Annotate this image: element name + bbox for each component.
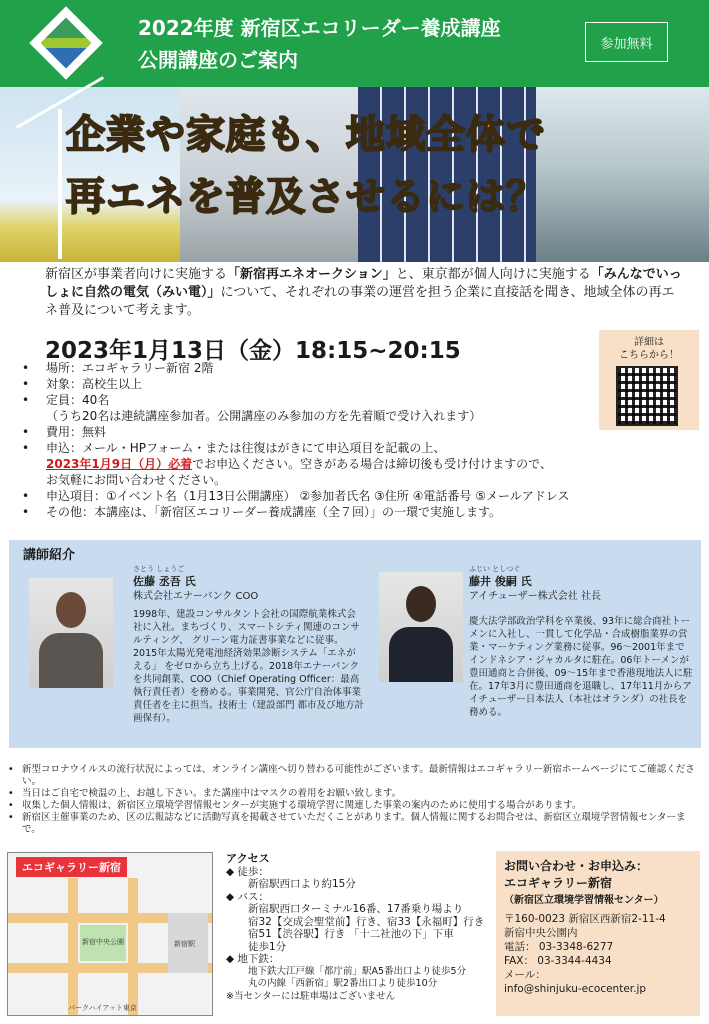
info-apply: • 申込：メール・HPフォーム・または往復はがきにて申込項目を記載の上、 2023年1月9日（月）必着でお申込ください。空きがある場合は締切後も受け付けますので、 お気軽にお問い合わせください。: [20, 440, 690, 488]
contact-phone[interactable]: 電話： 03-3348-6277: [504, 941, 614, 953]
map-park-label: 新宿中央公園: [82, 938, 124, 946]
intro-text: 新宿区が事業者向けに実施する「新宿再エネオークション」と、東京都が個人向けに実施する「みんなでいっしょに自然の電気（みい電）」について、それぞれの事業の運営を担う企業に直接話を聞き、地域全体の再エネ普及について考えます。: [45, 267, 682, 318]
contact-title: お問い合わせ・お申込み：: [504, 859, 649, 873]
contact-name: エコギャラリー新宿: [504, 876, 613, 890]
access-heading: アクセス: [226, 852, 270, 865]
note-item: • 新宿区主催事業のため、区の広報誌などに活動写真を掲載させていただくことがあります。個人情報に関するお問合せは、新宿区立環境学習情報センターまで。: [8, 812, 703, 836]
contact-address: 新宿中央公園内: [504, 927, 578, 939]
info-place: • 場所：エコギャラリー新宿 2階: [20, 360, 690, 376]
title-line1: 2022年度 新宿区エコリーダー養成講座: [138, 16, 501, 40]
title-line2: 公開講座のご案内: [138, 48, 298, 72]
event-date: 2023年1月13日（金）18:15~20:15: [45, 338, 461, 364]
lecturer-section: [9, 540, 701, 748]
contact-mail-label: メール：: [504, 969, 546, 981]
contact-fax: FAX： 03-3344-4434: [504, 955, 612, 967]
note-item: • 当日はご自宅で検温の上、お越し下さい。また講座中はマスクの着用をお願い致します。: [8, 788, 703, 800]
access-map: [7, 852, 213, 1016]
lecturer-heading: 講師紹介: [23, 548, 76, 563]
lecturer1-photo: [29, 578, 113, 688]
free-badge: 参加無料: [585, 22, 668, 62]
lecturer1-bio: 1998年、建設コンサルタント会社の国際航業株式会社に入社。まちづくり、スマートシティ関連のコンサルティング、 グリーン電力証書事業などに従事。2015年太陽光発電池経済効果診断システム「エネがえる」 をゼロから立ち上げる。2018年エナーバンクを共同創業、COO（Chief Operating Officer：最高執行責任者）を務める。事業開発、官公庁自治体事業責任者を主に担当。技術士（建設部門 都市及び地方計画保有）。: [133, 609, 365, 724]
catchphrase-line1: 企業や家庭も、地域全体で: [66, 113, 547, 158]
qr-box[interactable]: 詳細は こちらから！: [599, 330, 699, 430]
notes-list: [8, 764, 703, 836]
lecturer2-ruby: ふじい としつぐ: [469, 565, 521, 573]
map-hotel-label: パークハイアット東京: [68, 1004, 137, 1012]
catchphrase-line2: 再エネを普及させるには？: [66, 175, 547, 220]
event-info-list: [20, 360, 690, 520]
deadline: 2023年1月9日（月）必着: [46, 457, 193, 471]
lecturer2-name: 藤井 俊嗣 氏: [469, 575, 532, 588]
lecturer2-photo: [379, 572, 463, 682]
note-item: • 収集した個人情報は、新宿区立環境学習情報センターが実施する環境学習に関連した事業の案内のために使用する場合があります。: [8, 800, 703, 812]
lecturer1-org: 株式会社エナーバンク COO: [133, 591, 259, 602]
info-items: • 申込項目：①イベント名（1月13日公開講座） ②参加者氏名 ③住所 ④電話番号 ⑤メールアドレス: [20, 488, 690, 504]
lecturer2-org: アイチューザー株式会社 社長: [469, 591, 601, 602]
lecturer2-bio: 慶大法学部政治学科を卒業後、93年に総合商社トーメンに入社し、一貫して化学品・合成樹脂業界の営業・マーケティング業務に従事。96～2001年までインドネシア・ジャカルタに駐在。06年トーメンが豊田通商と合併後、09～15年まで香港現地法人に駐在。17年3月に豊田通商を退職し、17年11月からアイチューザー日本法人（本社はオランダ）の社長を務める。: [469, 616, 693, 718]
contact-email-link[interactable]: info@shinjuku-ecocenter.jp: [504, 983, 647, 995]
info-fee: • 費用：無料: [20, 424, 690, 440]
contact-zip: 〒160-0023 新宿区西新宿2-11-4: [504, 913, 666, 925]
lecturer1-ruby: さとう しょうご: [133, 565, 185, 573]
info-target: • 対象：高校生以上: [20, 376, 690, 392]
lecturer1-name: 佐藤 丞吾 氏: [133, 575, 196, 588]
eco-logo: [29, 6, 102, 79]
dam-photo: [536, 87, 709, 262]
contact-sub: （新宿区立環境学習情報センター）: [504, 895, 664, 906]
map-label: エコギャラリー新宿: [16, 857, 127, 877]
info-other: • その他：本講座は、「新宿区エコリーダー養成講座（全７回）」の一環で実施します。: [20, 504, 690, 520]
map-station-label: 新宿駅: [174, 940, 195, 948]
access-info: アクセス ◆ 徒歩： 新宿駅西口より約15分 ◆ バス： 新宿駅西口ターミナル16番、17番乗り場より 宿32【交成会聖堂前】行き、宿33【永福町】行き 宿51【渋谷駅】行き 「十二社池の下」下車 徒歩1分 ◆ 地下鉄： 地下鉄大江戸線「都庁前」駅A5番出口より徒歩5分 丸の内線「西新宿」駅2番出口より徒歩10分 ※当センターには駐車場はございません: [226, 853, 496, 1003]
header: [0, 0, 709, 87]
note-item: • 新型コロナウイルスの流行状況によっては、オンライン講座へ切り替わる可能性がございます。最新情報はエコギャラリー新宿ホームページにてご確認ください。: [8, 764, 703, 788]
info-capacity: • 定員：40名 （うち20名は連続講座参加者。公開講座のみ参加の方を先着順で受け入れます）: [20, 392, 690, 424]
contact-box: [496, 851, 700, 1016]
